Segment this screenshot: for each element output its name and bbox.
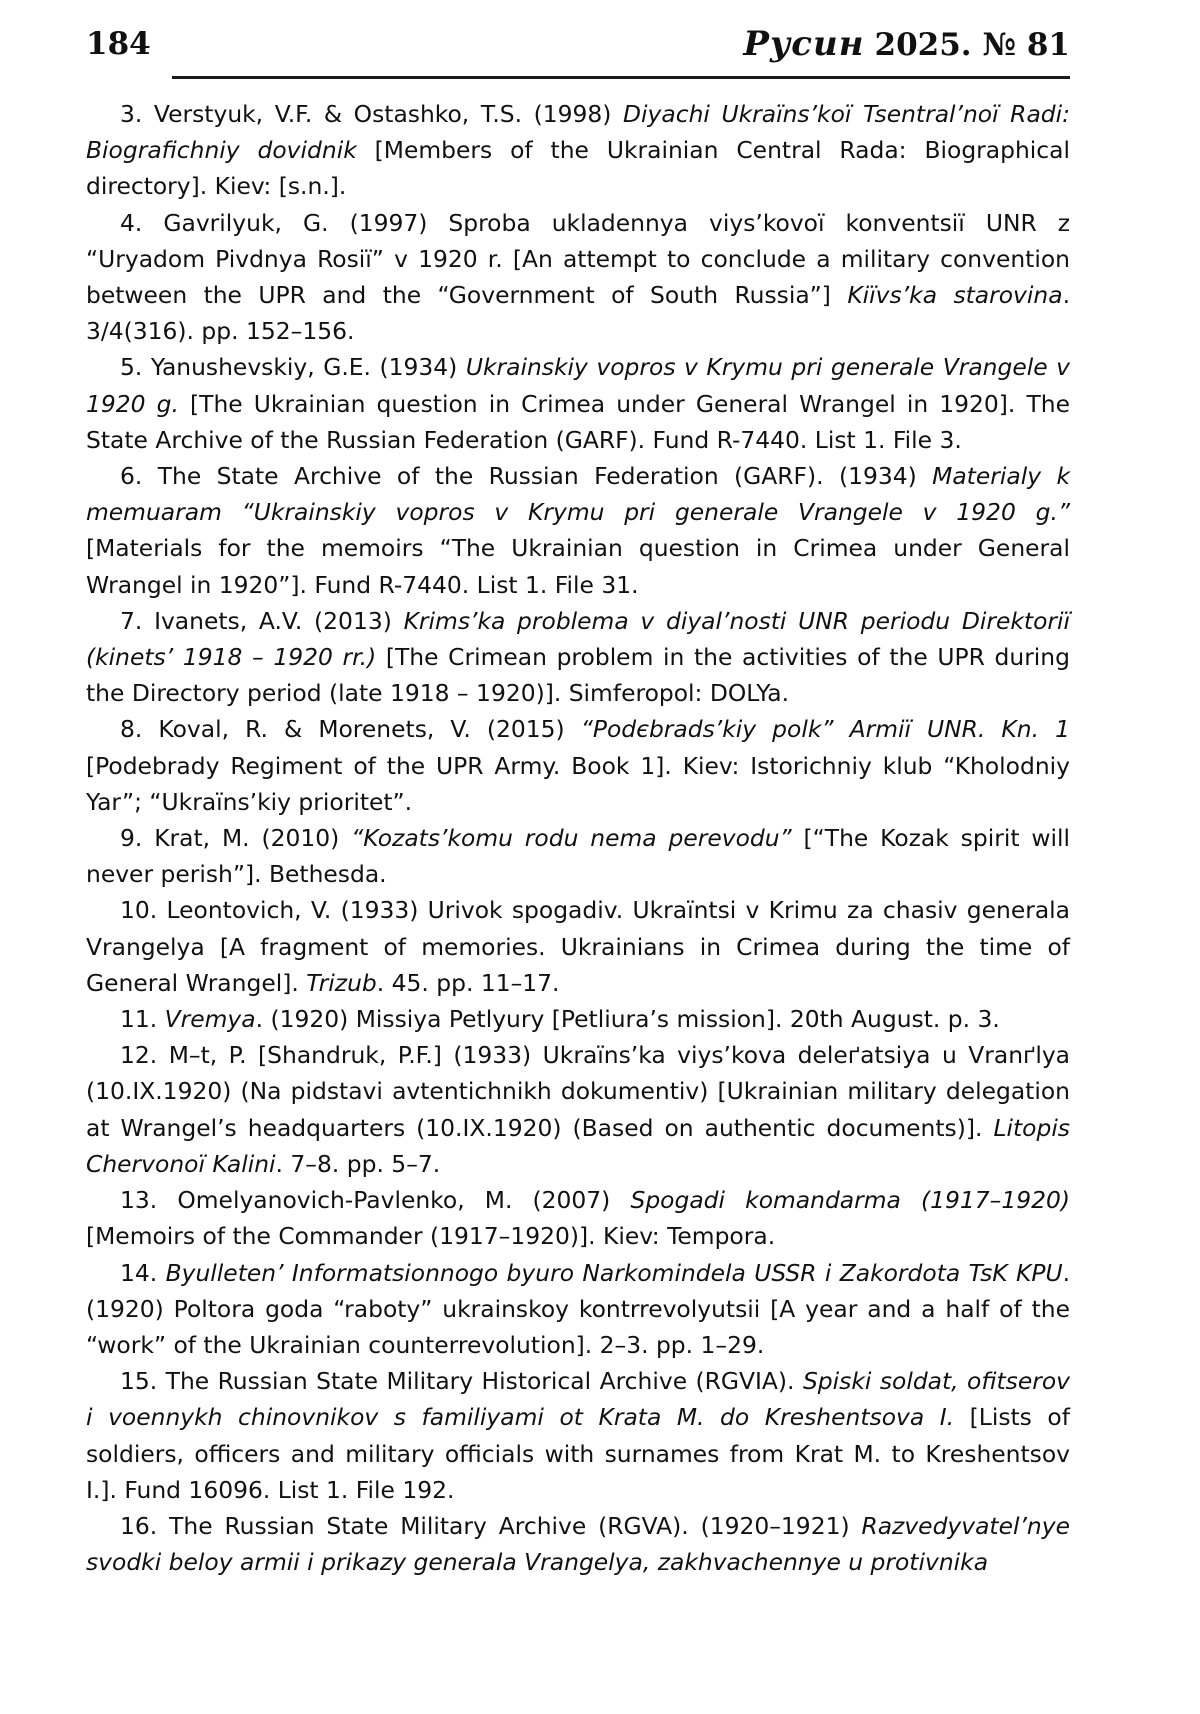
reference-number: 8. bbox=[120, 715, 143, 744]
reference-item bbox=[86, 1255, 1070, 1364]
reference-text: The Russian State Military Historical Archive (RGVIA). bbox=[165, 1367, 803, 1396]
journal-issue: 2025. № 81 bbox=[874, 27, 1070, 63]
reference-item bbox=[86, 1037, 1070, 1182]
reference-item bbox=[86, 1508, 1070, 1580]
reference-text: Omelyanovich-Pavlenko, M. (2007) bbox=[177, 1186, 631, 1215]
reference-title-italic: Vremya bbox=[164, 1005, 256, 1034]
reference-text: . (1920) Missiya Petlyury [Petliura’s mission]. 20th August. p. 3. bbox=[255, 1005, 1000, 1034]
reference-item bbox=[86, 603, 1070, 712]
reference-text: Ivanets, A.V. (2013) bbox=[154, 606, 404, 635]
reference-title-italic: “Podєbrads’kiy polk” Armiï UNR. Kn. 1 bbox=[580, 715, 1070, 744]
reference-list bbox=[86, 96, 1070, 1580]
reference-text: [Materials for the memoirs “The Ukrainian question in Crimea under General Wrangel in 1920”]. Fund R-7440. List 1. File 31. bbox=[86, 534, 1070, 599]
reference-number: 16. bbox=[120, 1511, 158, 1540]
reference-text: [Lists of soldiers, officers and military officials with surnames from Krat M. to Kreshentsov I.]. Fund 16096. List 1. File 192. bbox=[86, 1403, 1070, 1504]
reference-item bbox=[86, 1001, 1070, 1037]
reference-text: [Podebrady Regiment of the UPR Army. Book 1]. Kiev: Istorichniy klub “Kholodniy Yar”; “Ukraïns’kiy prioritet”. bbox=[86, 751, 1070, 816]
reference-number: 13. bbox=[120, 1186, 158, 1215]
reference-title-italic: “Kozats’komu rodu nema perevodu” bbox=[351, 824, 792, 853]
reference-title-italic: Razvedyvatel’nye svodki beloy armii i prikazy generala Vrangelya, zakhvachennye u protivnika bbox=[86, 1511, 1070, 1577]
reference-title-italic: Diyachi Ukraïns’koï Tsentral’noï Radi: Biografichniy dovidnik bbox=[86, 100, 1070, 165]
page-number: 184 bbox=[86, 26, 151, 62]
reference-text: . 45. pp. 11–17. bbox=[376, 968, 560, 997]
reference-text: Koval, R. & Morenets, V. (2015) bbox=[158, 715, 581, 744]
reference-text: Krat, M. (2010) bbox=[154, 824, 352, 853]
reference-title-italic: Kiïvs’ka starovina bbox=[847, 281, 1063, 310]
reference-title-italic: Ukrainskiy vopros v Krymu pri generale Vrangele v 1920 g. bbox=[86, 353, 1070, 418]
reference-item bbox=[86, 458, 1070, 603]
reference-text: Leontovich, V. (1933) Urivok spogadiv. Ukraïntsi v Krimu za chasiv generala Vrangelya [A fragment of memories. Ukrainians in Crimea during the time of General Wrangel]. bbox=[86, 896, 1070, 997]
reference-text: [Members of the Ukrainian Central Rada: Biographical directory]. Kiev: [s.n.]. bbox=[86, 136, 1070, 201]
reference-text: Verstyuk, V.F. & Ostashko, T.S. (1998) bbox=[153, 100, 624, 128]
reference-text: The Russian State Military Archive (RGVA). (1920–1921) bbox=[169, 1511, 862, 1540]
reference-text: Gavrilyuk, G. (1997) Sproba ukladennya viys’kovoï konventsiï UNR z “Uryadom Pivdnya Rosiï” v 1920 r. [An attempt to conclude a military convention between the UPR and the “Government of South Russia”] bbox=[86, 208, 1071, 310]
reference-text: [“The Kozak spirit will never perish”]. Bethesda. bbox=[86, 824, 1070, 889]
reference-text: Yanushevskiy, G.E. (1934) bbox=[150, 353, 466, 382]
reference-number: 6. bbox=[120, 462, 143, 491]
reference-item bbox=[86, 96, 1070, 205]
reference-text: . 7–8. pp. 5–7. bbox=[275, 1149, 441, 1178]
reference-text: [Memoirs of the Commander (1917–1920)]. Kiev: Tempora. bbox=[86, 1222, 776, 1251]
reference-text: M–t, P. [Shandruk, P.F.] (1933) Ukraïns’ka viys’kova deleґatsiya u Vranґlya (10.IX.1920) (Na pidstavi avtentichnikh dokumentiv) [Ukrainian military delegation at Wrangel’s headquarters (10.IX.1920) (Based on authentic documents)]. bbox=[86, 1041, 1070, 1142]
reference-item bbox=[86, 205, 1070, 350]
journal-name: Русин bbox=[743, 24, 865, 64]
reference-title-italic: Trizub bbox=[306, 968, 377, 997]
reference-text: . 3/4(316). pp. 152–156. bbox=[86, 281, 1070, 346]
reference-title-italic: Materialy k memuaram “Ukrainskiy vopros v Krymu pri generale Vrangele v 1920 g.” bbox=[86, 462, 1070, 527]
reference-number: 3. bbox=[120, 100, 143, 128]
reference-text: The State Archive of the Russian Federation (GARF). (1934) bbox=[157, 462, 933, 491]
reference-item bbox=[86, 349, 1070, 458]
reference-number: 14. bbox=[120, 1258, 158, 1287]
reference-number: 10. bbox=[120, 896, 158, 925]
reference-number: 11. bbox=[120, 1005, 158, 1034]
reference-title-italic: Litopis Chervonoï Kalini bbox=[86, 1113, 1070, 1178]
reference-number: 5. bbox=[120, 353, 143, 382]
reference-title-italic: Krims’ka problema v diyal’nosti UNR periodu Direktoriï (kinets’ 1918 – 1920 rr.) bbox=[86, 606, 1070, 672]
reference-text: [The Ukrainian question in Crimea under General Wrangel in 1920]. The State Archive of the Russian Federation (GARF). Fund R-7440. List 1. File 3. bbox=[86, 389, 1070, 454]
reference-number: 7. bbox=[120, 606, 143, 635]
reference-number: 4. bbox=[120, 208, 143, 237]
reference-text: . (1920) Poltora goda “raboty” ukrainskoy kontrrevolyutsii [A year and a half of the “work” of the Ukrainian counterrevolution]. 2–3. pp. 1–29. bbox=[86, 1258, 1071, 1359]
header-rule bbox=[172, 76, 1070, 79]
reference-item bbox=[86, 820, 1070, 892]
reference-text: [The Crimean problem in the activities of the UPR during the Directory period (late 1918 – 1920)]. Simferopol: DOLYa. bbox=[86, 643, 1070, 708]
reference-number: 15. bbox=[120, 1367, 158, 1396]
reference-item bbox=[86, 711, 1070, 820]
reference-item bbox=[86, 1182, 1070, 1254]
reference-title-italic: Spiski soldat, ofitserov i voennykh chinovnikov s familiyami ot Krata M. do Kreshentsova I. bbox=[86, 1367, 1070, 1432]
reference-number: 12. bbox=[120, 1041, 158, 1070]
reference-title-italic: Byulleten’ Informatsionnogo byuro Narkomindela USSR i Zakordota TsK KPU bbox=[165, 1258, 1063, 1287]
reference-number: 9. bbox=[120, 824, 143, 853]
reference-title-italic: Spogadi komandarma (1917–1920) bbox=[630, 1186, 1071, 1215]
reference-item bbox=[86, 892, 1070, 1001]
running-head bbox=[743, 24, 1070, 65]
reference-item bbox=[86, 1363, 1070, 1508]
